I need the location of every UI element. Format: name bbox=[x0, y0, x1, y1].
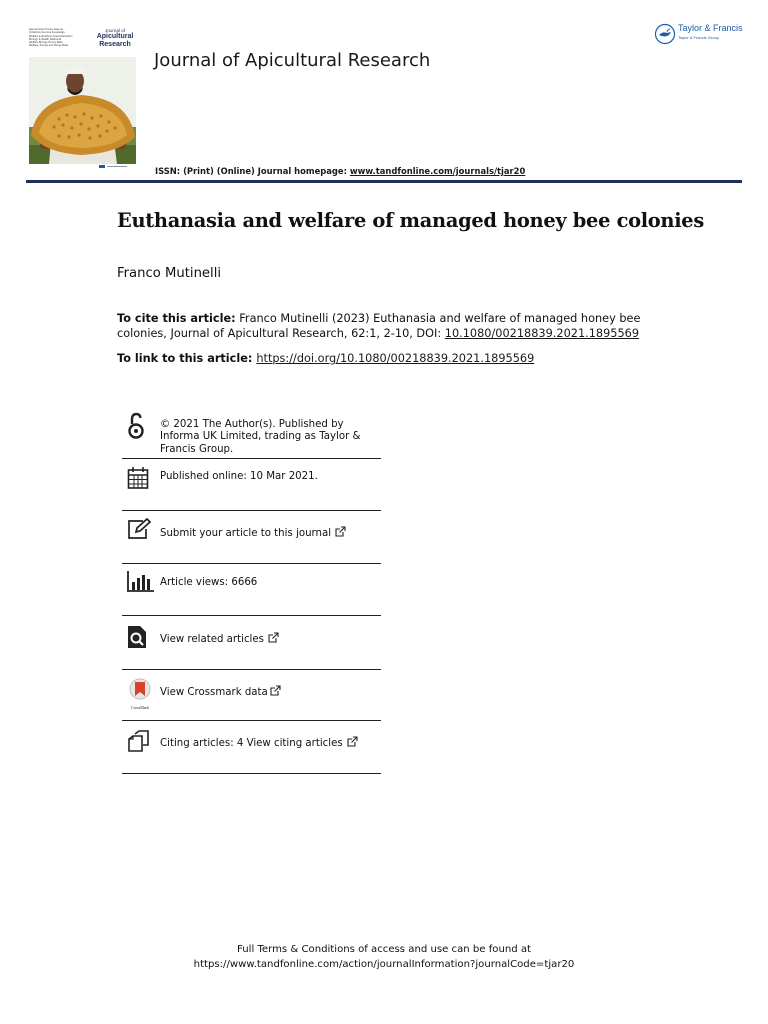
crossmark-icon bbox=[126, 678, 154, 702]
open-access-row bbox=[122, 409, 381, 459]
document-search-icon bbox=[127, 625, 147, 649]
citing-articles-row[interactable] bbox=[122, 720, 381, 774]
crossmark-badge bbox=[126, 678, 154, 708]
cover-journal-line: Journal of bbox=[105, 28, 125, 33]
journal-cover-image bbox=[29, 27, 136, 170]
cover-line: Welfare, Europe and Honey Bees bbox=[29, 44, 69, 48]
related-articles-label: View related articles bbox=[160, 634, 264, 645]
terms-footer bbox=[0, 942, 768, 972]
header-divider bbox=[26, 180, 742, 183]
cover-line: Biology & Health Abstracts bbox=[29, 37, 62, 41]
edit-pencil-icon bbox=[127, 518, 151, 540]
publisher-subname: Taylor & Francis Group bbox=[678, 35, 719, 40]
crossmark-row[interactable] bbox=[122, 668, 381, 721]
journal-title: Journal of Apicultural Research bbox=[154, 50, 431, 71]
article-title: Euthanasia and welfare of managed honey bee colonies bbox=[117, 209, 704, 232]
issn-line bbox=[155, 166, 525, 176]
crossmark-text bbox=[160, 685, 281, 699]
license-text: © 2021 The Author(s). Published by Informa UK Limited, trading as Taylor & Francis Group. bbox=[160, 419, 361, 455]
cover-line: Collective Sources knowledge bbox=[29, 31, 65, 35]
cover-line: Welfare & Nutrition Characterization bbox=[29, 34, 73, 38]
external-link-icon bbox=[270, 685, 281, 696]
issn-text: ISSN: (Print) (Online) Journal homepage: bbox=[155, 166, 350, 176]
cover-journal-name bbox=[95, 28, 135, 49]
citing-articles-label: Citing articles: 4 View citing articles bbox=[160, 738, 343, 749]
publisher-name: Taylor & Francis bbox=[678, 23, 743, 33]
submit-article-text bbox=[160, 526, 346, 540]
cite-doi-link[interactable]: 10.1080/00218839.2021.1895569 bbox=[444, 327, 640, 340]
cite-text: Franco Mutinelli (2023) Euthanasia and welfare of managed honey bee colonies, Journal of Apicultural Research, 62:1, 2-10, DOI: bbox=[117, 312, 641, 340]
external-link-icon bbox=[268, 632, 279, 643]
article-views-row bbox=[122, 563, 381, 616]
cover-publisher-mark bbox=[99, 164, 129, 169]
journal-homepage-link[interactable]: www.tandfonline.com/journals/tjar20 bbox=[349, 166, 526, 176]
article-doi-link[interactable]: https://doi.org/10.1080/00218839.2021.1895569 bbox=[256, 352, 535, 365]
cover-line: Special issue Honey bees as bbox=[29, 28, 63, 31]
beekeeper-photo bbox=[29, 57, 136, 164]
cite-label: To cite this article: bbox=[117, 312, 236, 325]
external-link-icon bbox=[335, 526, 346, 537]
terms-footer-url[interactable]: https://www.tandfonline.com/action/journalInformation?journalCode=tjar20 bbox=[193, 959, 575, 970]
citing-articles-text bbox=[160, 736, 358, 750]
published-row bbox=[122, 458, 381, 511]
open-access-icon bbox=[127, 412, 145, 440]
related-articles-row[interactable] bbox=[122, 615, 381, 670]
citing-documents-icon bbox=[127, 730, 151, 752]
taylor-francis-lamp-icon bbox=[654, 23, 676, 45]
external-link-icon bbox=[347, 736, 358, 747]
link-label: To link to this article: bbox=[117, 352, 257, 365]
article-views-text: Article views: 6666 bbox=[160, 577, 258, 588]
cover-contents-text bbox=[29, 28, 77, 48]
cover-journal-line: Apicultural bbox=[96, 33, 134, 40]
crossmark-data-label: View Crossmark data bbox=[160, 687, 268, 698]
calendar-icon bbox=[127, 466, 149, 490]
related-articles-text bbox=[160, 632, 279, 646]
submit-article-row[interactable] bbox=[122, 510, 381, 564]
bar-chart-icon bbox=[127, 571, 154, 592]
article-link-line bbox=[117, 351, 534, 366]
cover-journal-line: Research bbox=[99, 41, 131, 48]
article-author: Franco Mutinelli bbox=[117, 266, 222, 281]
terms-footer-line1: Full Terms & Conditions of access and use can be found at bbox=[237, 944, 531, 955]
citation-block bbox=[117, 311, 647, 341]
published-date-text: Published online: 10 Mar 2021. bbox=[160, 471, 318, 482]
crossmark-label: CrossMark bbox=[131, 705, 149, 710]
submit-article-label: Submit your article to this journal bbox=[160, 528, 332, 539]
cover-line: Welfare Biology Honey Bees bbox=[29, 41, 63, 45]
taylor-francis-logo bbox=[654, 23, 746, 45]
